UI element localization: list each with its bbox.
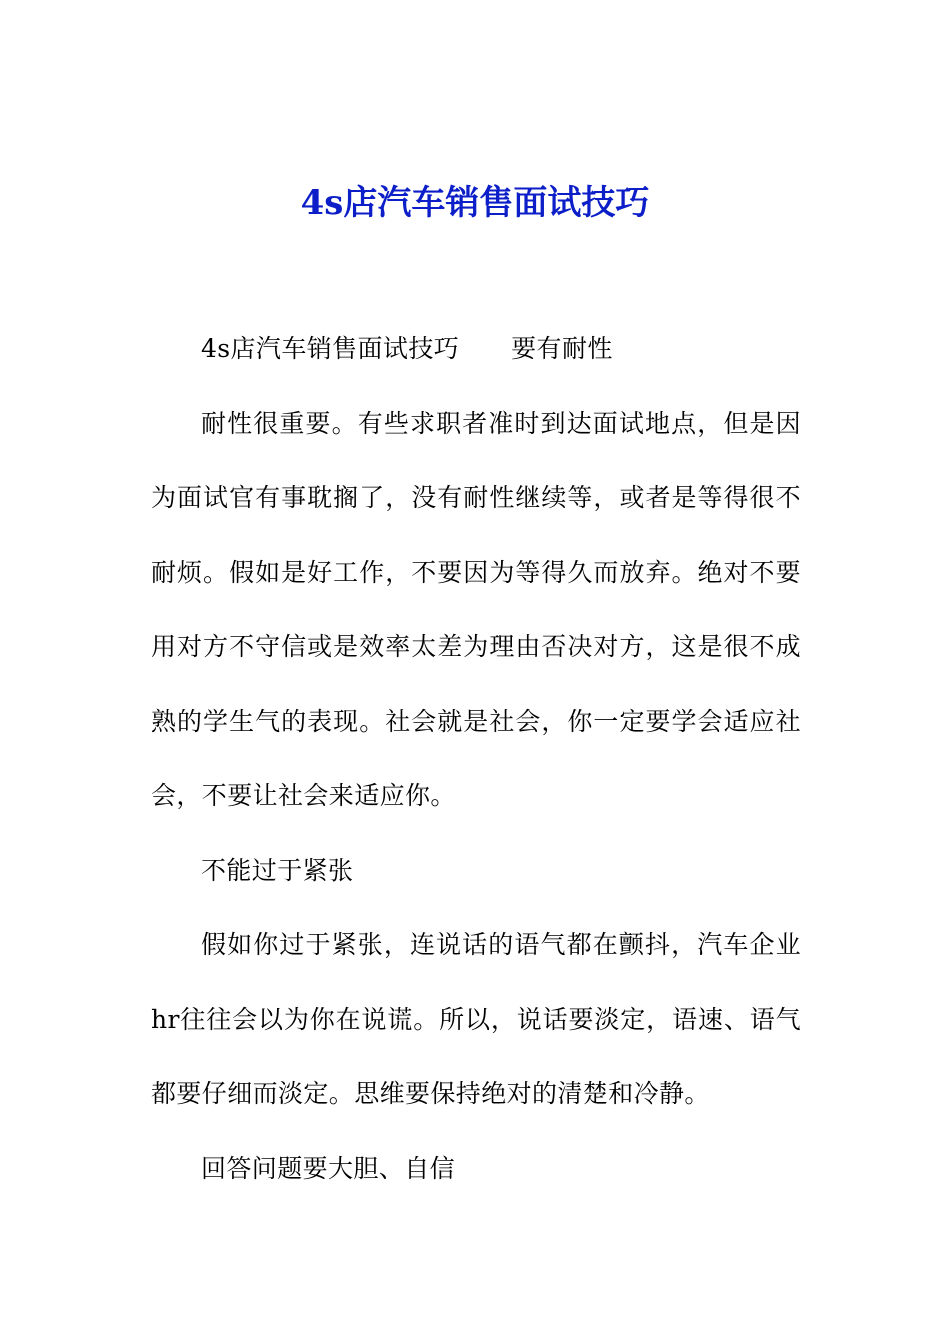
document-body xyxy=(151,312,801,1206)
section-heading-confident: 回答问题要大胆、自信 xyxy=(201,1153,456,1183)
paragraph-nervous: 假如你过于紧张，连说话的语气都在颤抖，汽车企业hr往往会以为你在说谎。所以，说话要淡定，语速、语气都要仔细而淡定。思维要保持绝对的清楚和冷静。 xyxy=(151,930,801,1108)
paragraph-patience: 耐性很重要。有些求职者准时到达面试地点，但是因为面试官有事耽搁了，没有耐性继续等，或者是等得很不耐烦。假如是好工作，不要因为等得久而放弃。绝对不要用对方不守信或是效率太差为理由否决对方，这是很不成熟的学生气的表现。社会就是社会，你一定要学会适应社会，不要让社会来适应你。 xyxy=(151,408,801,810)
document-title: 4s店汽车销售面试技巧 xyxy=(300,183,650,223)
first-line-lead: 4s店汽车销售面试技巧 xyxy=(201,334,460,363)
first-line xyxy=(151,312,801,387)
section-heading-patience: 要有耐性 xyxy=(511,334,613,363)
section-heading-nervous: 不能过于紧张 xyxy=(201,855,354,885)
